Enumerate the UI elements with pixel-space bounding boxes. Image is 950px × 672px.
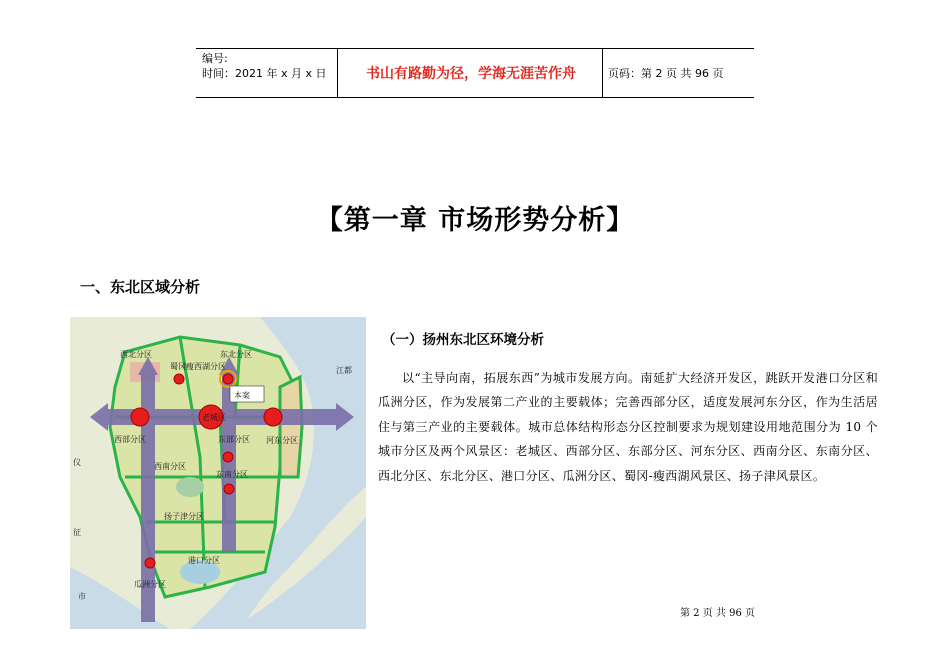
map-label-gangkou: 港口分区 bbox=[188, 556, 220, 565]
map-label-guazhou: 瓜洲分区 bbox=[134, 580, 166, 589]
header-divider bbox=[602, 49, 603, 97]
map-label-xibu: 西部分区 bbox=[114, 435, 146, 444]
map-label-zheng: 征 bbox=[73, 528, 81, 537]
subsection-heading: （一）扬州东北区环境分析 bbox=[382, 332, 544, 348]
map-label-dongnan: 东南分区 bbox=[216, 470, 248, 479]
map-label-dongbei: 东北分区 bbox=[220, 350, 252, 359]
number-label: 编号: bbox=[202, 52, 228, 65]
map-label-yangzijin: 扬子津分区 bbox=[164, 512, 204, 521]
district-plan-map bbox=[70, 317, 366, 629]
page-header bbox=[196, 48, 754, 98]
map-label-benan: 本案 bbox=[234, 391, 250, 400]
map-label-yi: 仪 bbox=[73, 458, 81, 467]
header-page-info: 页码：第 2 页 共 96 页 bbox=[608, 67, 724, 80]
map-label-hedong: 河东分区 bbox=[266, 436, 298, 445]
body-paragraph: 以“主导向南，拓展东西”为城市发展方向。南延扩大经济开发区，跳跃开发港口分区和瓜洲分区，作为发展第二产业的主要载体；完善西部分区，适度发展河东分区，作为生活居住与第三产业的主要载体。城市总体结构形态分区控制要求为规划建设用地范围分为 10 个城市分区及两个风景区：老城区、西部分区、东部分区、河东分区、西南分区、东南分区、西北分区、东北分区、港口分区、瓜洲分区、蜀冈-瘦西湖风景区、扬子津风景区。 bbox=[378, 371, 878, 483]
map-label-jiangdu: 江都 bbox=[336, 366, 352, 375]
map-label-shugang: 蜀冈瘦西湖分区 bbox=[170, 362, 226, 371]
map-label-dongbu: 东部分区 bbox=[218, 435, 250, 444]
page-footer: 第 2 页 共 96 页 bbox=[680, 608, 755, 619]
header-divider bbox=[337, 49, 338, 97]
map-label-xibei: 西北分区 bbox=[120, 350, 152, 359]
map-label-shi: 市 bbox=[78, 592, 86, 601]
header-motto: 书山有路勤为径，学海无涯苦作舟 bbox=[366, 66, 576, 82]
header-meta bbox=[202, 51, 327, 81]
map-label-laocheng: 老城区 bbox=[202, 413, 226, 422]
chapter-title: 【第一章 市场形势分析】 bbox=[315, 205, 635, 236]
time-label: 时间：2021 年 x 月 x 日 bbox=[202, 67, 327, 80]
section-heading: 一、东北区域分析 bbox=[80, 278, 201, 296]
map-label-xinan: 西南分区 bbox=[154, 462, 186, 471]
